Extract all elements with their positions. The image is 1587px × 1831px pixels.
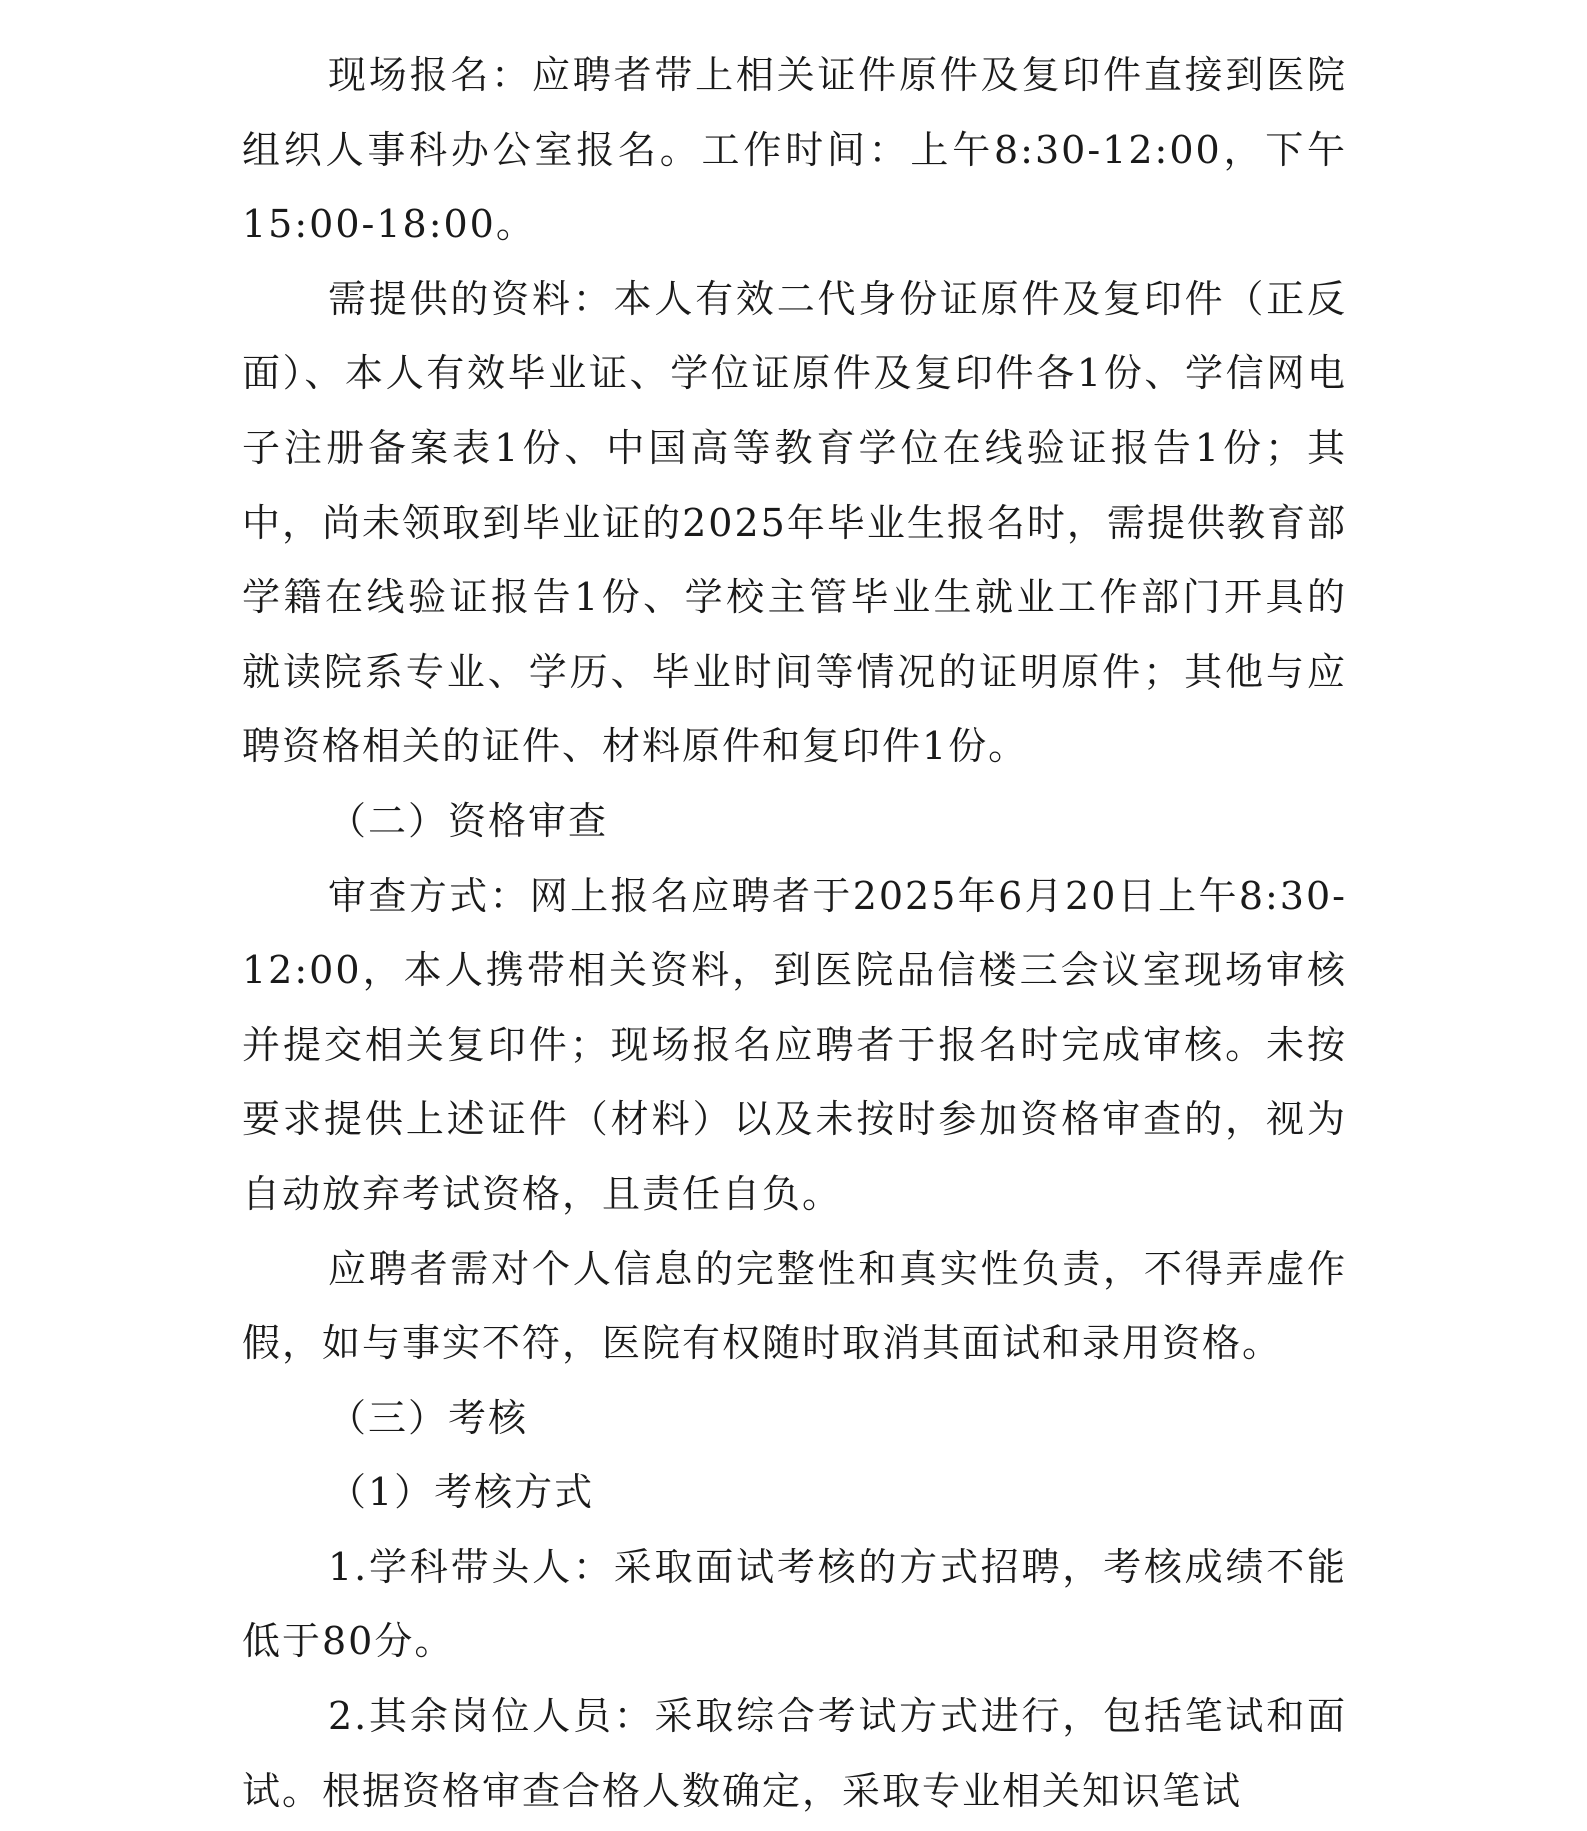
section-heading-assessment: （三）考核 [328, 1395, 529, 1440]
paragraph-review-method: 审查方式：网上报名应聘者于2025年6月20日上午8:30-12:00，本人携带相关资料，到医院品信楼三会议室现场审核并提交相关复印件；现场报名应聘者于报名时完成审核。未按要求提供上述证件（材料）以及未按时参加资格审查的，视为自动放弃考试资格，且责任自负。 [242, 873, 1347, 1216]
paragraph-other-positions: 2.其余岗位人员：采取综合考试方式进行，包括笔试和面试。根据资格审查合格人数确定，采取专业相关知识笔试 [242, 1694, 1347, 1813]
paragraph-required-materials: 需提供的资料：本人有效二代身份证原件及复印件（正反面）、本人有效毕业证、学位证原件及复印件各1份、学信网电子注册备案表1份、中国高等教育学位在线验证报告1份；其中，尚未领取到毕业证的2025年毕业生报名时，需提供教育部学籍在线验证报告1份、学校主管毕业生就业工作部门开具的就读院系专业、学历、毕业时间等情况的证明原件；其他与应聘资格相关的证件、材料原件和复印件1份。 [242, 276, 1347, 769]
paragraph-applicant-responsibility: 应聘者需对个人信息的完整性和真实性负责，不得弄虚作假，如与事实不符，医院有权随时取消其面试和录用资格。 [242, 1246, 1347, 1366]
paragraph-onsite-registration: 现场报名：应聘者带上相关证件原件及复印件直接到医院组织人事科办公室报名。工作时间：上午8:30-12:00，下午15:00-18:00。 [242, 53, 1347, 247]
section-heading-qualification-review: （二）资格审查 [328, 798, 609, 843]
paragraph-discipline-leader: 1.学科带头人：采取面试考核的方式招聘，考核成绩不能低于80分。 [242, 1544, 1347, 1664]
subsection-heading-assessment-method: （1）考核方式 [328, 1470, 595, 1515]
document-body [242, 38, 1347, 1828]
